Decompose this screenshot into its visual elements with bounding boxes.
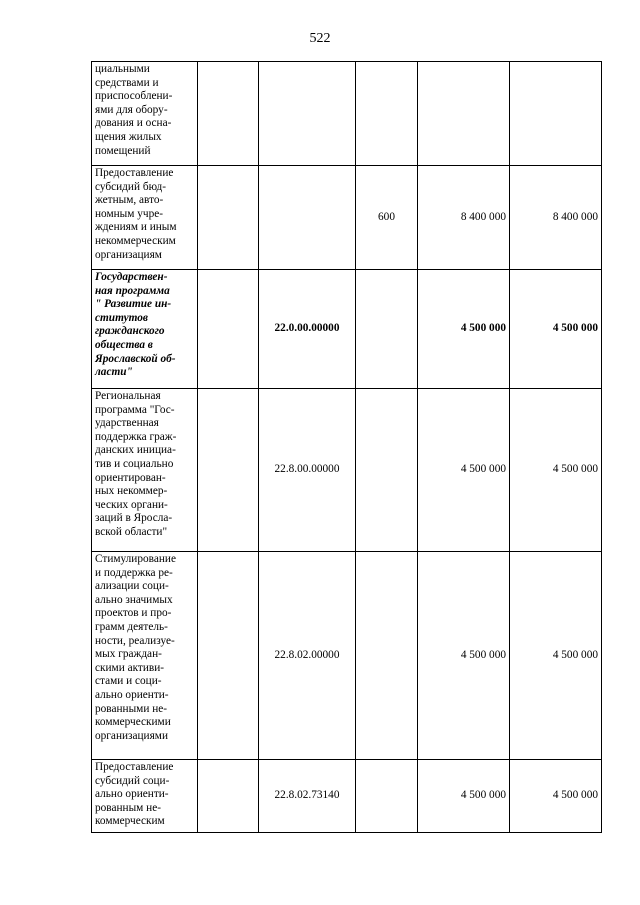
- amount-year2-cell: 4 500 000: [510, 389, 602, 552]
- item-name-cell: [92, 270, 198, 389]
- ministry-cell: [198, 389, 259, 552]
- item-name-line: ализации соци-: [95, 580, 169, 593]
- item-name-line: данских инициа-: [95, 444, 176, 457]
- item-name-line: ждениям и иным: [95, 221, 177, 234]
- expense-type-cell: [356, 552, 418, 760]
- table-row: [92, 62, 602, 166]
- target-article-cell: 22.8.02.73140: [259, 760, 356, 833]
- item-name-line: жетным, авто-: [95, 194, 164, 207]
- item-name-line: вской области": [95, 525, 168, 538]
- item-name-line: мых граждан-: [95, 648, 162, 661]
- ministry-cell: [198, 166, 259, 270]
- amount-year1-cell: 8 400 000: [418, 166, 510, 270]
- item-name-line: средствами и: [95, 76, 159, 89]
- item-name-line: " Развитие ин-: [95, 298, 172, 311]
- target-article-cell: 22.8.00.00000: [259, 389, 356, 552]
- expense-type-cell: [356, 270, 418, 389]
- item-name-line: и поддержка ре-: [95, 566, 173, 579]
- item-name-line: проектов и про-: [95, 607, 172, 620]
- ministry-cell: [198, 552, 259, 760]
- target-article-cell: 22.8.02.00000: [259, 552, 356, 760]
- item-name-line: циальными: [95, 63, 150, 75]
- item-name-line: ями для обору-: [95, 103, 168, 116]
- target-article-cell: [259, 62, 356, 166]
- table-row: [92, 760, 602, 833]
- item-name-line: приспособлени-: [95, 90, 173, 103]
- item-name-line: ориентирован-: [95, 471, 166, 484]
- item-name-line: субсидий бюд-: [95, 180, 166, 193]
- item-name-line: поддержка граж-: [95, 430, 177, 443]
- item-name-cell: [92, 552, 198, 760]
- item-name-line: Предоставление: [95, 167, 174, 179]
- item-name-cell: [92, 62, 198, 166]
- item-name-line: дования и осна-: [95, 117, 172, 130]
- item-name-cell: [92, 166, 198, 270]
- ministry-cell: [198, 270, 259, 389]
- expense-type-cell: [356, 760, 418, 833]
- expense-type-cell: 600: [356, 166, 418, 270]
- amount-year2-cell: 4 500 000: [510, 270, 602, 389]
- amount-year2-cell: 4 500 000: [510, 552, 602, 760]
- item-name-line: субсидий соци-: [95, 774, 170, 787]
- item-name-cell: [92, 760, 198, 833]
- item-name-line: Предоставление: [95, 761, 174, 773]
- item-name-line: Региональная: [95, 390, 161, 402]
- table-row: [92, 270, 602, 389]
- item-name-line: организациям: [95, 248, 162, 261]
- ministry-cell: [198, 760, 259, 833]
- item-name-line: коммерческими: [95, 716, 171, 729]
- item-name-line: тив и социально: [95, 457, 174, 470]
- item-name-line: ально значимых: [95, 593, 173, 606]
- item-name-line: Стимулирование: [95, 553, 176, 565]
- item-name-line: рованными не-: [95, 702, 168, 715]
- item-name-line: некоммерческим: [95, 234, 176, 247]
- item-name-line: номным учре-: [95, 207, 163, 220]
- item-name-line: заций в Яросла-: [95, 512, 173, 525]
- item-name-line: гражданского: [95, 325, 165, 338]
- item-name-line: Государствен-: [95, 271, 168, 283]
- amount-year2-cell: 4 500 000: [510, 760, 602, 833]
- target-article-cell: 22.0.00.00000: [259, 270, 356, 389]
- ministry-cell: [198, 62, 259, 166]
- item-name-line: ная программа: [95, 284, 170, 297]
- item-name-line: ститутов: [95, 311, 148, 324]
- amount-year1-cell: 4 500 000: [418, 552, 510, 760]
- item-name-line: коммерческим: [95, 815, 165, 828]
- item-name-line: скими активи-: [95, 661, 165, 674]
- budget-table: [91, 61, 602, 833]
- amount-year1-cell: [418, 62, 510, 166]
- item-name-line: щения жилых: [95, 130, 162, 143]
- amount-year1-cell: 4 500 000: [418, 760, 510, 833]
- item-name-line: помещений: [95, 144, 151, 157]
- item-name-line: ных некоммер-: [95, 485, 168, 498]
- item-name-line: общества в: [95, 338, 153, 351]
- item-name-line: ческих органи-: [95, 498, 168, 511]
- amount-year1-cell: 4 500 000: [418, 270, 510, 389]
- item-name-line: ласти": [95, 366, 133, 379]
- expense-type-cell: [356, 62, 418, 166]
- item-name-line: ально ориенти-: [95, 688, 169, 701]
- table-row: [92, 389, 602, 552]
- item-name-line: рованным не-: [95, 801, 161, 814]
- amount-year2-cell: 8 400 000: [510, 166, 602, 270]
- page-number: 522: [309, 31, 331, 46]
- item-name-line: программа "Гос-: [95, 403, 175, 416]
- budget-table-body: [92, 62, 602, 833]
- item-name-cell: [92, 389, 198, 552]
- amount-year1-cell: 4 500 000: [418, 389, 510, 552]
- table-row: [92, 166, 602, 270]
- item-name-line: ности, реализуе-: [95, 634, 175, 647]
- target-article-cell: [259, 166, 356, 270]
- item-name-line: организациями: [95, 729, 168, 742]
- table-row: [92, 552, 602, 760]
- item-name-line: стами и соци-: [95, 675, 162, 688]
- item-name-line: ударственная: [95, 417, 159, 430]
- item-name-line: грамм деятель-: [95, 620, 168, 633]
- item-name-line: ально ориенти-: [95, 788, 169, 801]
- expense-type-cell: [356, 389, 418, 552]
- amount-year2-cell: [510, 62, 602, 166]
- item-name-line: Ярославской об-: [95, 352, 176, 365]
